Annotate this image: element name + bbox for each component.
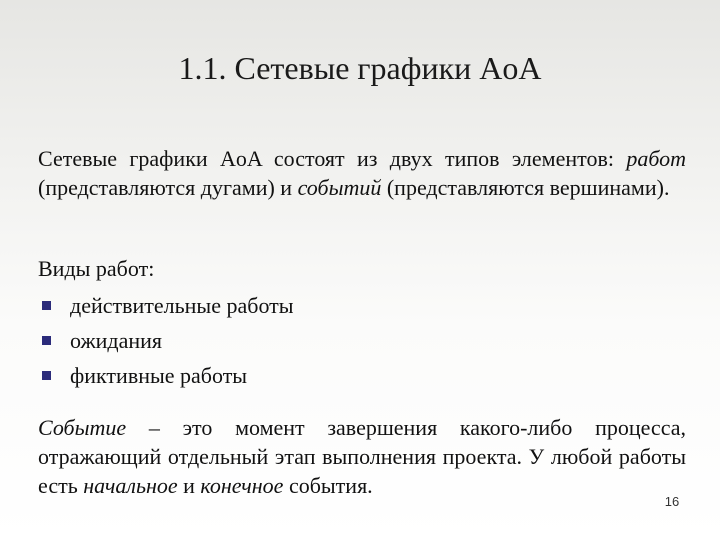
def-term-event: Событие xyxy=(38,415,127,440)
def-term-final: конечное xyxy=(200,473,284,498)
square-bullet-icon xyxy=(42,336,51,345)
def-text-1: – это момент завершения какого-либо процесса, отражающий отдельный этап выполнения проекта. У любой работы есть xyxy=(38,415,686,498)
intro-text-1: Сетевые графики AoA состоят из двух типов элементов: xyxy=(38,146,627,171)
intro-paragraph xyxy=(38,144,686,202)
list-item-label: ожидания xyxy=(70,328,163,353)
def-text-3: события. xyxy=(283,473,373,498)
kinds-heading: Виды работ: xyxy=(38,256,155,281)
list-item xyxy=(38,358,294,393)
page-number: 16 xyxy=(664,494,680,509)
intro-term-events: событий xyxy=(297,175,382,200)
list-item xyxy=(38,323,294,358)
intro-text-3: (представляются вершинами). xyxy=(381,175,670,200)
intro-term-works: работ xyxy=(626,146,686,171)
slide-title: 1.1. Сетевые графики AoA xyxy=(178,50,542,86)
kinds-list xyxy=(38,288,294,393)
def-text-2: и xyxy=(177,473,201,498)
list-item-label: действительные работы xyxy=(70,293,294,318)
list-item xyxy=(38,288,294,323)
definition-paragraph xyxy=(38,413,686,500)
square-bullet-icon xyxy=(42,301,51,310)
list-item-label: фиктивные работы xyxy=(70,363,248,388)
def-term-initial: начальное xyxy=(83,473,178,498)
square-bullet-icon xyxy=(42,371,51,380)
intro-text-2: (представляются дугами) и xyxy=(38,175,298,200)
